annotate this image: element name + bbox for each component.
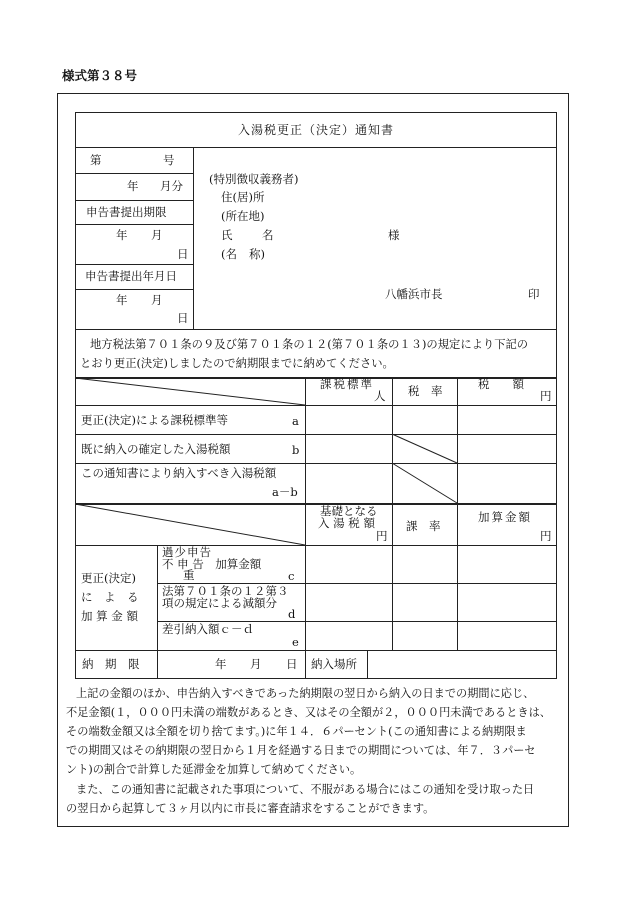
seal-mark: 印	[528, 287, 540, 301]
name-label-1: 氏	[221, 228, 233, 242]
period-month: 月分	[160, 179, 183, 193]
penalty-header-base-1: 基礎となる	[320, 504, 378, 518]
penalty-header-amount: 加算金額	[478, 510, 532, 524]
payment-deadline-label: 納 期 限	[82, 657, 140, 671]
penalty-row1-line3: 重	[183, 568, 195, 582]
row-ab-label: この通知書により納入すべき入湯税額	[81, 466, 277, 480]
row-a-label: 更正(決定)による課税標準等	[81, 413, 228, 427]
note-line-4: での期間又はその納期限の翌日から１月を経過する日までの期間については、年７．３パーセ	[66, 744, 536, 757]
deadline-month: 月	[151, 228, 163, 242]
title-name-label-2: 称)	[249, 247, 265, 261]
note-line-6: また、この通知書に記載された事項について、不服がある場合にはこの通知を受け取った日	[76, 783, 535, 796]
penalty-row2-mark: d	[288, 607, 296, 621]
filing-deadline-label: 申告書提出期限	[86, 205, 167, 219]
issuer-name: 八幡浜市長	[385, 287, 443, 301]
deadline-year: 年	[116, 228, 128, 242]
payment-deadline-month: 月	[250, 657, 262, 671]
header-base-unit: 人	[374, 389, 386, 403]
deadline-day: 日	[177, 247, 189, 261]
filing-date-label: 申告書提出年月日	[85, 269, 177, 283]
filed-month: 月	[151, 293, 163, 307]
note-line-2: 不足金額(１，０００円未満の端数があるとき、又はその全額が２，０００円未満であるときは、	[66, 706, 551, 719]
penalty-group-label-3: 加 算 金 額	[81, 609, 138, 623]
row-a-mark: a	[292, 414, 299, 428]
note-line-5: ント)の割合で計算した延滞金を加算して納めてください。	[66, 763, 362, 776]
penalty-row3-label: 差引納入額ｃ－ｄ	[162, 622, 254, 636]
penalty-group-label-1: 更正(決定)	[81, 571, 136, 585]
penalty-row2-line2: 項の規定による減額分	[162, 596, 277, 610]
location-label: (所在地)	[221, 209, 265, 223]
notice-line-1: 地方税法第７０１条の９及び第７０１条の１２(第７０１条の１３)の規定により下記の	[90, 338, 529, 351]
penalty-header-base-2: 入 湯 税 額	[318, 516, 375, 530]
penalty-row2-line1: 法第７０１条の１２第３	[162, 584, 289, 598]
penalty-group-label-2: に よ る	[81, 590, 139, 604]
number-label-1: 第	[90, 153, 102, 167]
note-line-7: の翌日から起算して３ヶ月以内に市長に審査請求をすることができます。	[66, 802, 435, 815]
payment-deadline-day: 日	[286, 657, 298, 671]
form-number: 様式第３８号	[62, 68, 138, 83]
penalty-row3-mark: e	[292, 635, 299, 649]
name-label-2: 名	[262, 228, 274, 242]
payment-place-label: 納入場所	[311, 657, 357, 671]
address-label: 住(居)所	[221, 190, 265, 204]
filed-day: 日	[177, 311, 189, 325]
notice-line-2: とおり更正(決定)しましたので納期限までに納めてください。	[80, 357, 394, 370]
period-year: 年	[127, 179, 139, 193]
penalty-header-rate: 課 率	[406, 519, 441, 533]
obligor-label: (特別徴収義務者)	[209, 172, 299, 186]
note-line-3: その端数金額又は全額を切り捨てます。)に年１４．６パーセント(この通知書による納期限ま	[66, 725, 527, 738]
header-amount-unit: 円	[540, 389, 552, 403]
row-ab-mark: a－b	[272, 485, 298, 499]
honorific: 様	[388, 228, 400, 242]
penalty-row1-mark: c	[288, 569, 295, 583]
header-amount: 税 額	[478, 377, 524, 391]
filed-year: 年	[116, 293, 128, 307]
header-rate: 税 率	[408, 384, 443, 398]
row-b-label: 既に納入の確定した入湯税額	[81, 442, 231, 456]
penalty-row1-line1: 過少申告	[162, 545, 212, 559]
penalty-header-base-unit: 円	[376, 529, 388, 543]
row-b-mark: b	[292, 443, 300, 457]
number-label-2: 号	[163, 153, 175, 167]
header-base: 課税標準	[320, 377, 374, 391]
note-line-1: 上記の金額のほか、申告納入すべきであった納期限の翌日から納入の日までの期間に応じ、	[76, 687, 535, 700]
payment-deadline-year: 年	[215, 657, 227, 671]
penalty-row1-line2: 不 申 告 加算金額	[162, 557, 262, 571]
title-name-label-1: (名	[221, 247, 237, 261]
penalty-header-amount-unit: 円	[540, 529, 552, 543]
document-title: 入湯税更正（決定）通知書	[237, 123, 394, 137]
